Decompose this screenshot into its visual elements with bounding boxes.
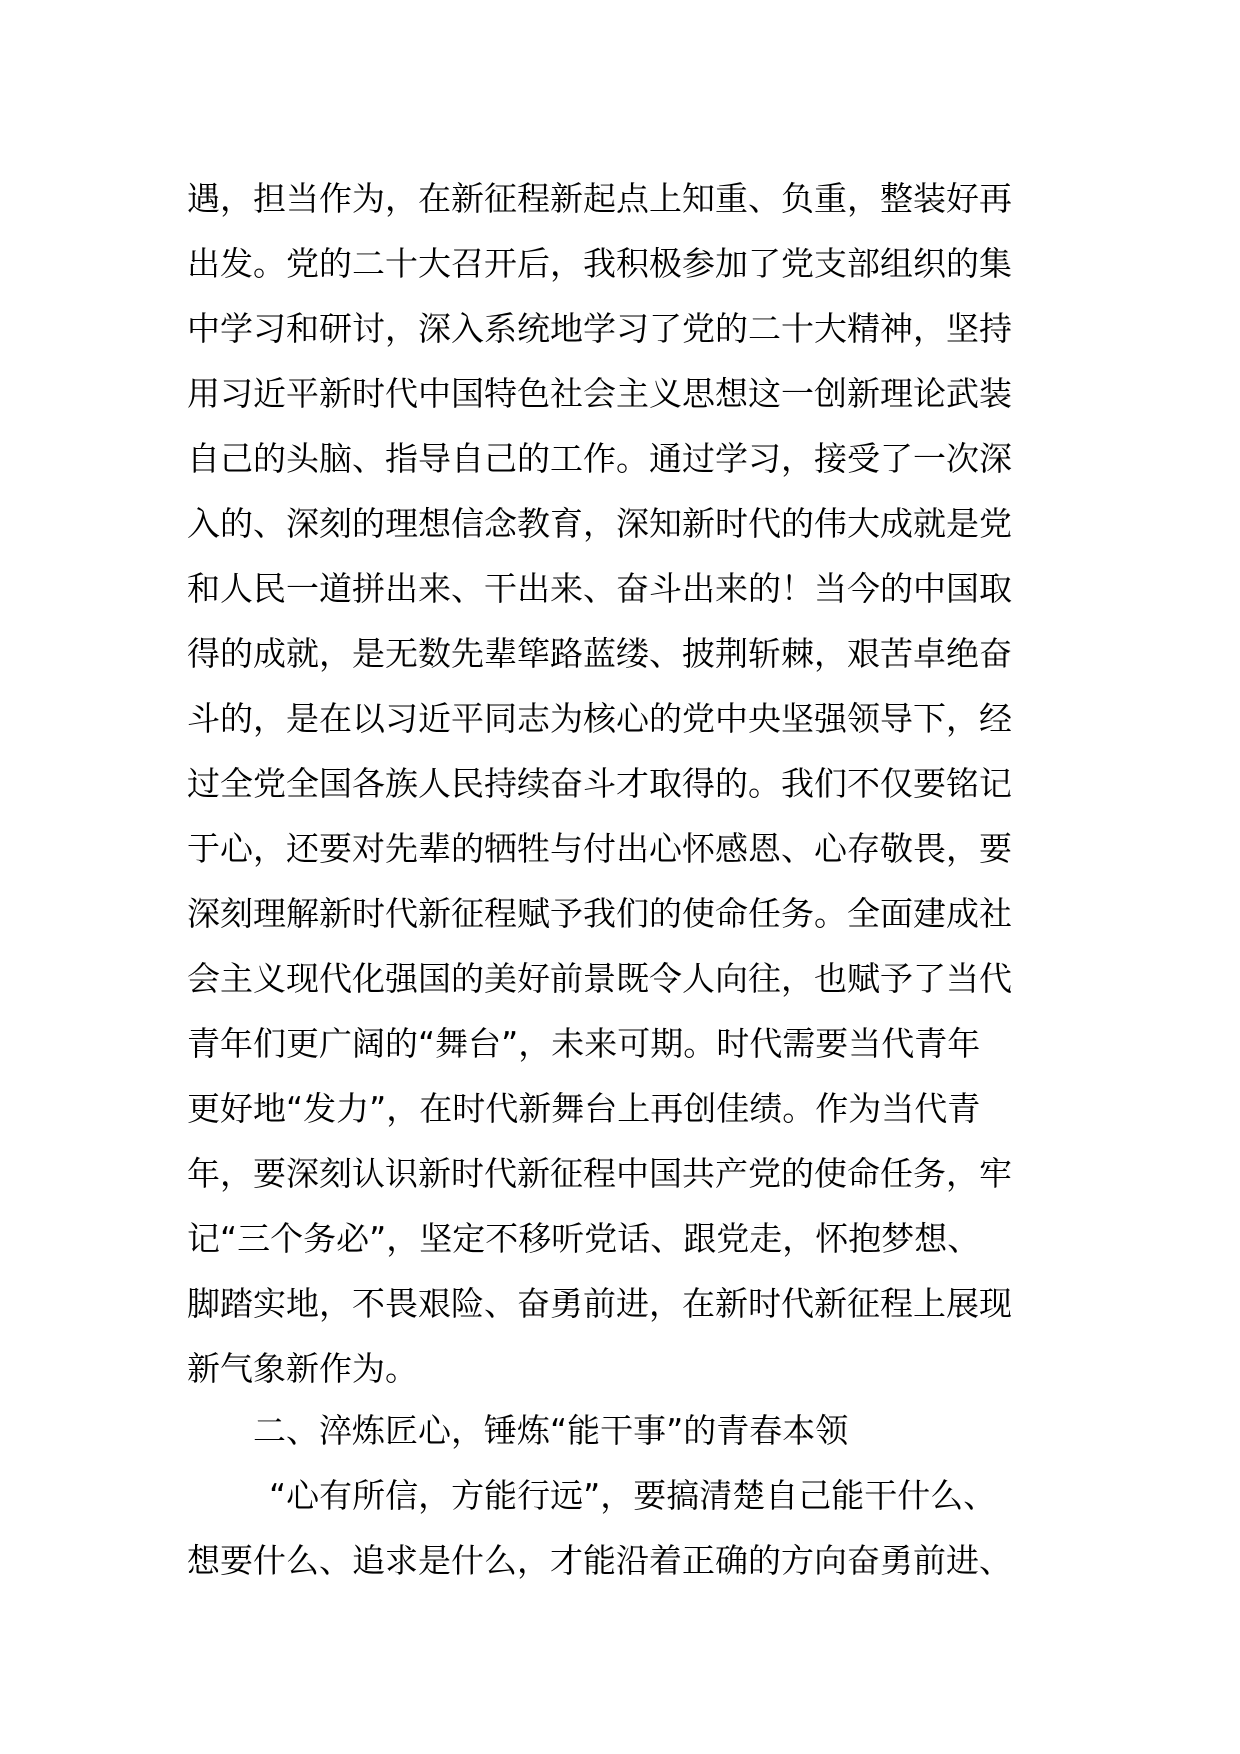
paragraph-line: 新气象新作为。 <box>187 1349 418 1388</box>
paragraph-line: 青年们更广阔的“舞台”，未来可期。时代需要当代青年 <box>187 1024 981 1063</box>
body-paragraph <box>187 166 1053 1401</box>
paragraph-line: 遇，担当作为，在新征程新起点上知重、负重，整装好再 <box>187 179 1012 218</box>
paragraph-line: 和人民一道拼出来、干出来、奋斗出来的！当今的中国取 <box>187 569 1012 608</box>
paragraph-line: 脚踏实地，不畏艰险、奋勇前进，在新时代新征程上展现 <box>187 1284 1012 1323</box>
paragraph-line: 过全党全国各族人民持续奋斗才取得的。我们不仅要铭记 <box>187 764 1012 803</box>
paragraph-line: 自己的头脑、指导自己的工作。通过学习，接受了一次深 <box>187 439 1012 478</box>
paragraph-line: 会主义现代化强国的美好前景既令人向往，也赋予了当代 <box>187 959 1012 998</box>
paragraph-line: 更好地“发力”，在时代新舞台上再创佳绩。作为当代青 <box>187 1089 981 1128</box>
paragraph-line: 中学习和研讨，深入系统地学习了党的二十大精神，坚持 <box>187 309 1012 348</box>
section-heading: 二、淬炼匠心，锤炼“能干事”的青春本领 <box>253 1411 849 1450</box>
paragraph-line: 想要什么、追求是什么，才能沿着正确的方向奋勇前进、 <box>187 1541 1012 1580</box>
paragraph-line: 入的、深刻的理想信念教育，深知新时代的伟大成就是党 <box>187 504 1012 543</box>
paragraph-line: 于心，还要对先辈的牺牲与付出心怀感恩、心存敬畏，要 <box>187 829 1012 868</box>
paragraph-line: “心有所信，方能行远”，要搞清楚自己能干什么、 <box>269 1476 997 1515</box>
section-block <box>187 1398 1053 1593</box>
paragraph-line: 深刻理解新时代新征程赋予我们的使命任务。全面建成社 <box>187 894 1012 933</box>
paragraph-line: 斗的，是在以习近平同志为核心的党中央坚强领导下，经 <box>187 699 1012 738</box>
paragraph-line: 年，要深刻认识新时代新征程中国共产党的使命任务，牢 <box>187 1154 1012 1193</box>
paragraph-line: 记“三个务必”，坚定不移听党话、跟党走，怀抱梦想、 <box>187 1219 981 1258</box>
paragraph-line: 得的成就，是无数先辈筚路蓝缕、披荆斩棘，艰苦卓绝奋 <box>187 634 1012 673</box>
paragraph-line: 用习近平新时代中国特色社会主义思想这一创新理论武装 <box>187 374 1012 413</box>
paragraph-line: 出发。党的二十大召开后，我积极参加了党支部组织的集 <box>187 244 1012 283</box>
